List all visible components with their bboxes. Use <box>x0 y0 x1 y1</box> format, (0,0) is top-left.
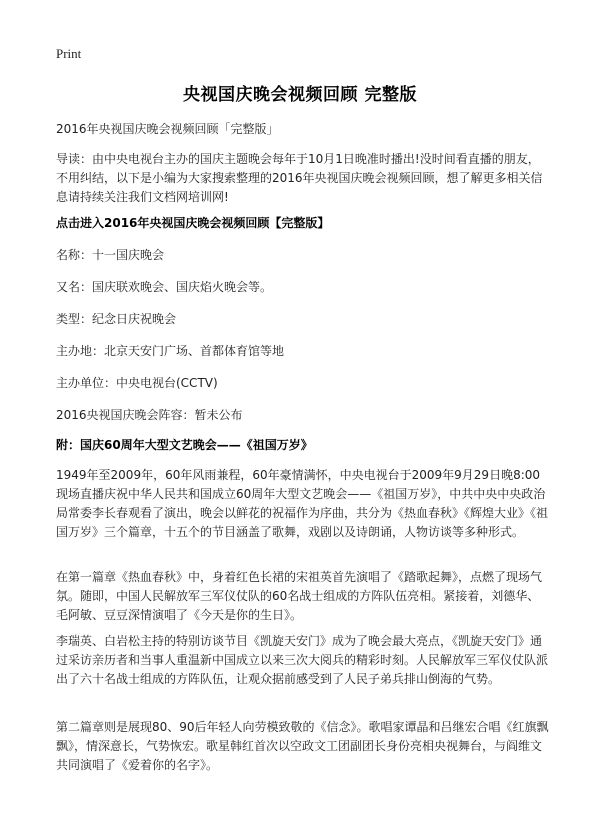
print-link[interactable]: Print <box>56 46 82 61</box>
intro-paragraph: 导读：由中央电视台主办的国庆主题晚会每年于10月1日晚准时播出!没时间看直播的朋友，不用纠结，以下是小编为大家搜索整理的2016年央视国庆晚会视频回顾，想了解更多相关信息请持续关注我们文档网培训网! <box>56 152 543 204</box>
body-paragraph: 在第一篇章《热血春秋》中，身着红色长裙的宋祖英首先演唱了《踏歌起舞》，点燃了现场气氛。随即，中国人民解放军三军仪仗队的60名战士组成的方阵队伍亮相。紧接着，刘德华、毛阿敏、豆豆深情演唱了《今天是你的生日》。 <box>56 570 543 622</box>
body-paragraph: 第二篇章则是展现80、90后年轻人向劳模致敬的《信念》。歌唱家谭晶和吕继宏合唱《红旗飘飘》，情深意长，气势恢宏。歌星韩红首次以空政文工团副团长身份亮相央视舞台，与阎维文共同演唱了《爱着你的名字》。 <box>56 720 549 772</box>
info-name: 名称：十一国庆晚会 <box>56 248 165 262</box>
video-link-heading[interactable]: 点击进入2016年央视国庆晚会视频回顾【完整版】 <box>56 216 330 230</box>
info-lineup: 2016央视国庆晚会阵容：暂未公布 <box>56 408 243 422</box>
body-paragraph: 1949年至2009年，60年风雨兼程，60年豪情满怀，中央电视台于2009年9月29日晚8:00现场直播庆祝中华人民共和国成立60周年大型文艺晚会——《祖国万岁》，中共中央中央政治局常委李长春观看了演出，晚会以鲜花的祝福作为序曲，共分为《热血春秋》《辉煌大业》《祖国万岁》三个篇章，十五个的节目涵盖了歌舞，戏剧以及诗朗诵，人物访谈等多种形式。 <box>56 468 549 539</box>
info-venue: 主办地：北京天安门广场、首都体育馆等地 <box>56 344 285 358</box>
info-alias: 又名：国庆联欢晚会、国庆焰火晚会等。 <box>56 280 273 294</box>
document-title: 央视国庆晚会视频回顾 完整版 <box>183 85 417 105</box>
info-organizer: 主办单位：中央电视台(CCTV) <box>56 376 218 390</box>
info-type: 类型：纪念日庆祝晚会 <box>56 312 177 326</box>
appendix-heading: 附：国庆60周年大型文艺晚会——《祖国万岁》 <box>56 438 313 452</box>
body-paragraph: 李瑞英、白岩松主持的特别访谈节目《凯旋天安门》成为了晚会最大亮点，《凯旋天安门》通过采访亲历者和当事人重温新中国成立以来三次大阅兵的精彩时刻。人民解放军三军仪仗队派出了六十名战士组成的方阵队伍，让观众据前感受到了人民子弟兵排山倒海的气势。 <box>56 634 549 686</box>
document-subtitle: 2016年央视国庆晚会视频回顾「完整版」 <box>56 122 279 136</box>
